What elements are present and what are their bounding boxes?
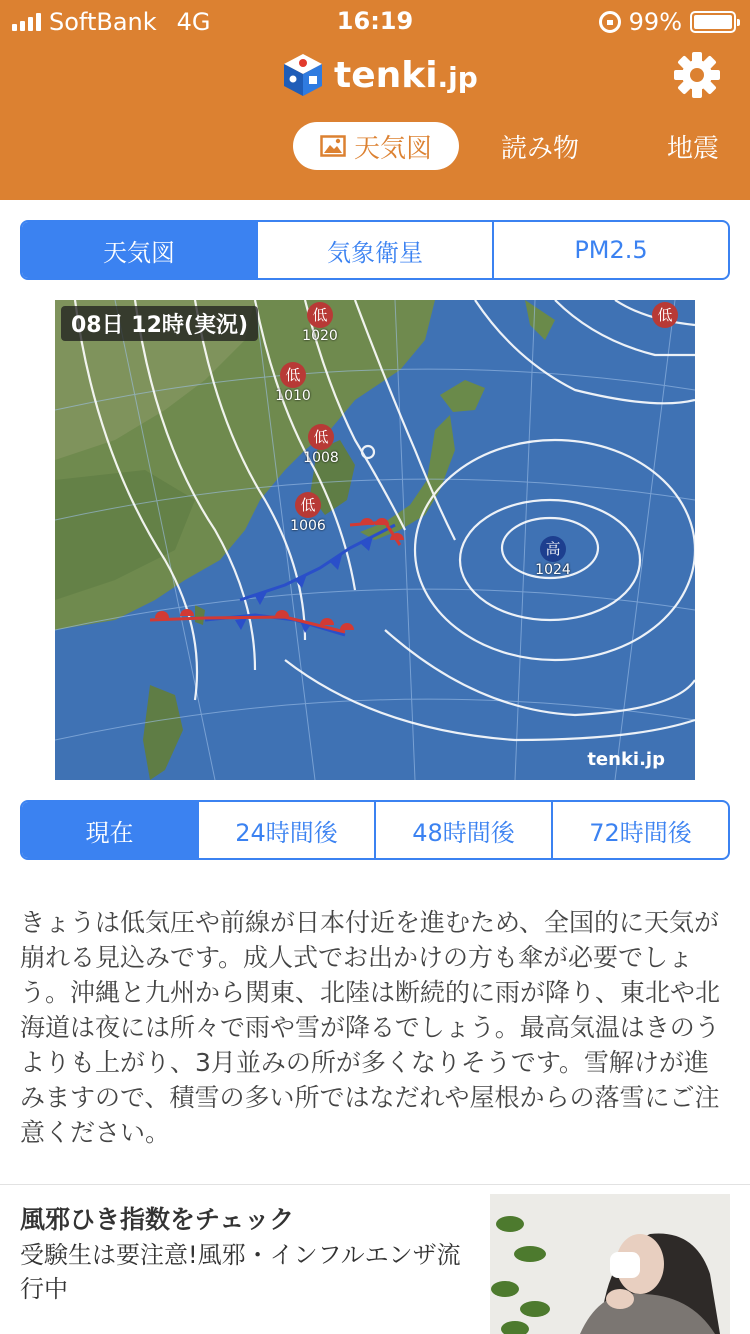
tab-weather-map-label: 天気図 bbox=[353, 133, 432, 164]
news-thumbnail-graphic bbox=[490, 1194, 730, 1334]
map-brand-watermark: tenki.jp bbox=[587, 749, 665, 770]
low-pressure-marker: 低 1010 bbox=[273, 362, 313, 404]
news-title[interactable]: 風邪ひき指数をチェック bbox=[20, 1205, 295, 1234]
tab-articles[interactable]: 読み物 bbox=[501, 133, 580, 164]
weather-map-graphic bbox=[55, 300, 695, 780]
segment-48h[interactable]: 48時間後 bbox=[376, 802, 553, 858]
map-timestamp: 08日 12時(実況) bbox=[61, 306, 258, 341]
carrier-name: SoftBank bbox=[49, 8, 157, 36]
section-divider bbox=[0, 1184, 750, 1185]
segment-24h[interactable]: 24時間後 bbox=[199, 802, 376, 858]
battery-icon bbox=[690, 11, 736, 33]
map-type-segmented-control bbox=[20, 220, 730, 280]
low-pressure-marker: 低 1020 bbox=[300, 302, 340, 344]
image-icon bbox=[320, 135, 346, 157]
settings-gear-icon[interactable] bbox=[674, 52, 720, 98]
app-header bbox=[0, 0, 750, 200]
status-bar bbox=[0, 0, 750, 40]
logo-cube-icon bbox=[282, 52, 324, 98]
segment-72h[interactable]: 72時間後 bbox=[589, 818, 692, 847]
battery-percent: 99% bbox=[628, 8, 682, 36]
logo-text: tenki.jp bbox=[334, 54, 478, 96]
segment-now[interactable]: 現在 bbox=[22, 802, 199, 858]
news-subtitle: 受験生は要注意!風邪・インフルエンザ流行中 bbox=[20, 1241, 461, 1303]
forecast-time-segmented-control bbox=[20, 800, 730, 860]
tenki-logo[interactable] bbox=[282, 52, 478, 98]
tab-earthquake[interactable]: 地震 bbox=[667, 133, 720, 164]
weather-map-image[interactable] bbox=[55, 300, 695, 780]
tab-weather-map[interactable] bbox=[293, 122, 459, 170]
status-time: 16:19 bbox=[336, 7, 414, 35]
top-nav-tabs bbox=[0, 122, 750, 172]
high-pressure-marker: 高 1024 bbox=[531, 536, 575, 578]
segment-satellite[interactable]: 気象衛星 bbox=[258, 222, 494, 278]
low-pressure-marker: 低 bbox=[649, 302, 681, 328]
network-type: 4G bbox=[176, 8, 211, 36]
rotation-lock-icon bbox=[599, 11, 621, 33]
weather-description: きょうは低気圧や前線が日本付近を進むため、全国的に天気が崩れる見込みです。成人式でお出かけの方も傘が必要でしょう。沖縄と九州から関東、北陸は断続的に雨が降り、東北や北海道は夜には所々で雨や雪が降るでしょう。最高気温はきのうよりも上がり、3月並みの所が多くなりそうです。雪解けが進みますので、積雪の多い所ではなだれや屋根からの落雪にご注意ください。 bbox=[20, 908, 721, 1147]
low-pressure-marker: 低 1006 bbox=[288, 492, 328, 534]
segment-weather-map[interactable]: 天気図 bbox=[22, 222, 258, 278]
segment-pm25[interactable]: PM2.5 bbox=[574, 236, 648, 264]
low-pressure-marker: 低 1008 bbox=[301, 424, 341, 466]
news-thumbnail[interactable] bbox=[490, 1194, 730, 1334]
